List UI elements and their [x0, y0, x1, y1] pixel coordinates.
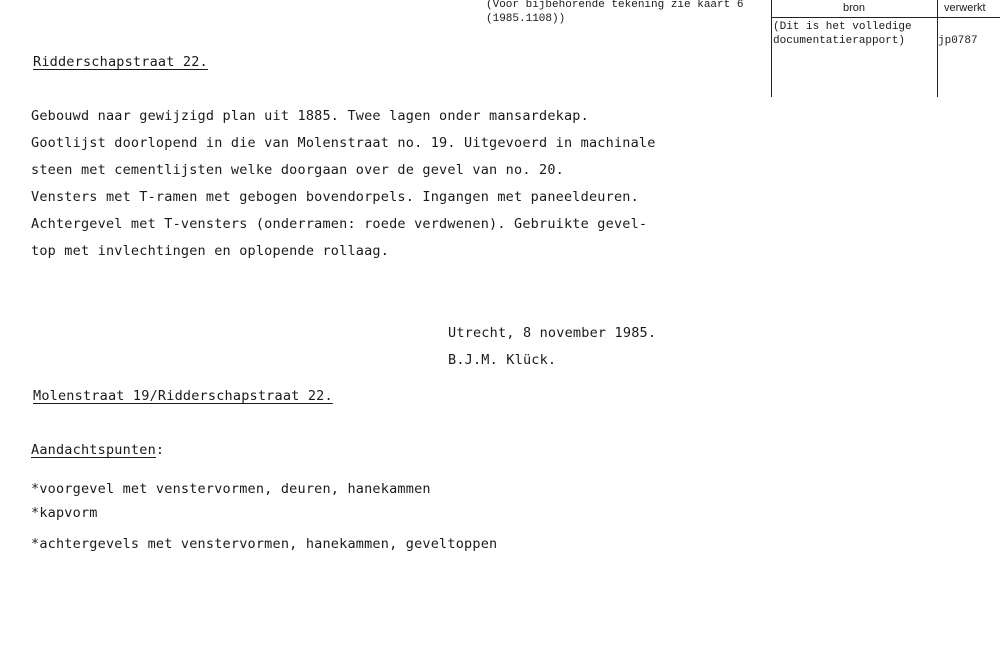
- points-subheading: [31, 442, 164, 458]
- description-line: top met invlechtingen en oplopende rollaag.: [31, 243, 390, 259]
- table-left-border: [771, 0, 772, 97]
- note-line-1: (Voor bijbehorende tekening zie kaart 6: [486, 0, 744, 11]
- place-date: Utrecht, 8 november 1985.: [448, 325, 657, 341]
- source-value-line-1: (Dit is het volledige: [773, 21, 912, 33]
- source-value: [773, 20, 912, 48]
- attention-point: *voorgevel met venstervormen, deuren, hanekammen: [31, 481, 431, 497]
- source-table: [771, 0, 1000, 97]
- section-heading-molenstraat: Molenstraat 19/Ridderschapstraat 22.: [33, 388, 333, 404]
- column-header-verwerkt: verwerkt: [944, 2, 986, 14]
- points-subheading-text: Aandachtspunten: [31, 442, 156, 458]
- points-subheading-colon: :: [155, 442, 165, 458]
- note-line-2: (1985.1108)): [486, 13, 566, 25]
- processed-value: jp0787: [938, 35, 978, 47]
- source-value-line-2: documentatierapport): [773, 35, 906, 47]
- description-line: Vensters met T-ramen met gebogen bovendorpels. Ingangen met paneeldeuren.: [31, 189, 639, 205]
- section-heading-ridderschapstraat: Ridderschapstraat 22.: [33, 54, 208, 70]
- author-name: B.J.M. Klück.: [448, 352, 557, 368]
- attention-point: *kapvorm: [31, 505, 98, 521]
- description-line: Gootlijst doorlopend in die van Molenstraat no. 19. Uitgevoerd in machinale: [31, 135, 656, 151]
- drawing-reference-note: [486, 0, 743, 26]
- attention-point: *achtergevels met venstervormen, hanekammen, geveltoppen: [31, 536, 498, 552]
- table-header-divider: [771, 17, 1000, 18]
- description-line: Gebouwd naar gewijzigd plan uit 1885. Twee lagen onder mansardekap.: [31, 108, 589, 124]
- table-column-divider: [937, 0, 938, 97]
- description-line: steen met cementlijsten welke doorgaan over de gevel van no. 20.: [31, 162, 564, 178]
- column-header-bron: bron: [843, 2, 866, 14]
- description-line: Achtergevel met T-vensters (onderramen: roede verdwenen). Gebruikte gevel-: [31, 216, 648, 232]
